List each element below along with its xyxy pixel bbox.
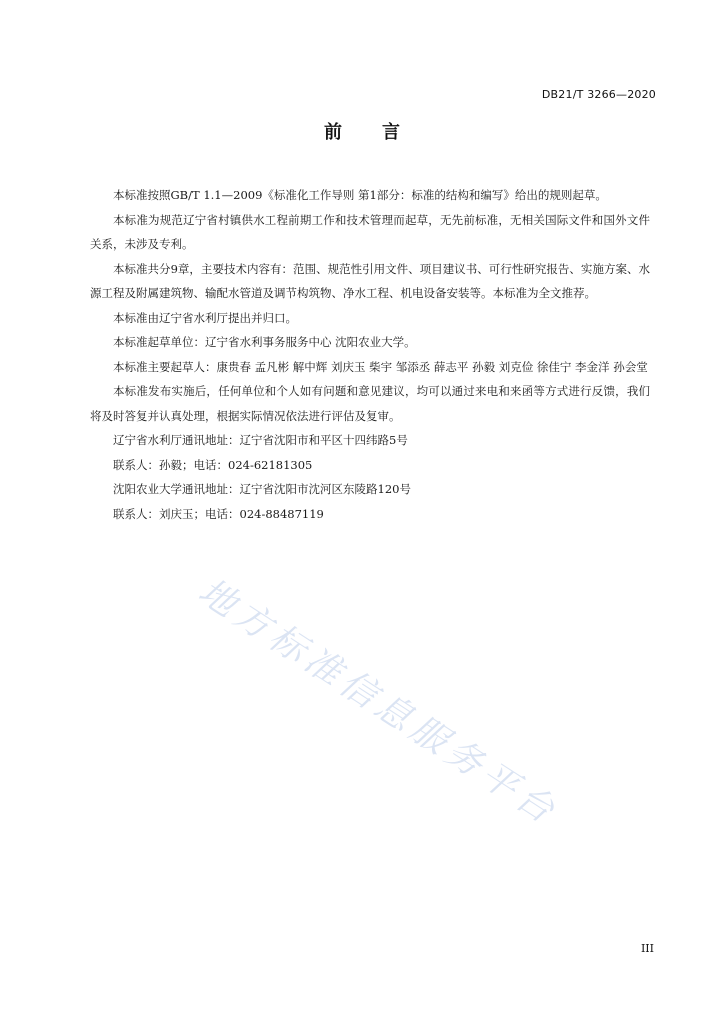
paragraph-drafting-units: 本标准起草单位：辽宁省水利事务服务中心 沈阳农业大学。 bbox=[113, 335, 416, 349]
paragraph-purpose: 本标准为规范辽宁省村镇供水工程前期工作和技术管理而起草，无先前标准，无相关国际文件和国外文件关系，未涉及专利。 bbox=[90, 212, 650, 251]
paragraph-drafting-rules: 本标准按照GB/T 1.1—2009《标准化工作导则 第1部分：标准的结构和编写》给出的规则起草。 bbox=[113, 188, 607, 202]
page-number: III bbox=[640, 942, 654, 955]
paragraph-drafters: 本标准主要起草人：康贵春 孟凡彬 解中辉 刘庆玉 柴宇 邹添丞 薛志平 孙毅 刘克俭 徐佳宁 李金洋 孙会堂 bbox=[113, 359, 648, 374]
page-title: 前言 bbox=[324, 122, 440, 143]
paragraph-technical-content: 本标准共分9章，主要技术内容有：范围、规范性引用文件、项目建议书、可行性研究报告、实施方案、水源工程及附属建筑物、输配水管道及调节构筑物、净水工程、机电设备安装等。本标准为全文推荐。 bbox=[90, 261, 650, 300]
paragraph-address-water-dept: 辽宁省水利厅通讯地址：辽宁省沈阳市和平区十四纬路5号 bbox=[113, 433, 408, 447]
paragraph-contact-university: 联系人：刘庆玉；电话：024-88487119 bbox=[113, 506, 324, 521]
watermark: 地方标准信息服务平台 bbox=[191, 570, 566, 835]
document-code: DB21/T 3266—2020 bbox=[541, 88, 656, 101]
paragraph-feedback: 本标准发布实施后，任何单位和个人如有问题和意见建议，均可以通过来电和来函等方式进行反馈，我们将及时答复并认真处理，根据实际情况依法进行评估及复审。 bbox=[90, 384, 650, 423]
foreword-body bbox=[90, 183, 650, 526]
paragraph-address-university: 沈阳农业大学通讯地址：辽宁省沈阳市沈河区东陵路120号 bbox=[113, 482, 411, 496]
paragraph-contact-water-dept: 联系人：孙毅；电话：024-62181305 bbox=[113, 457, 313, 472]
paragraph-proposer: 本标准由辽宁省水利厅提出并归口。 bbox=[113, 310, 297, 325]
